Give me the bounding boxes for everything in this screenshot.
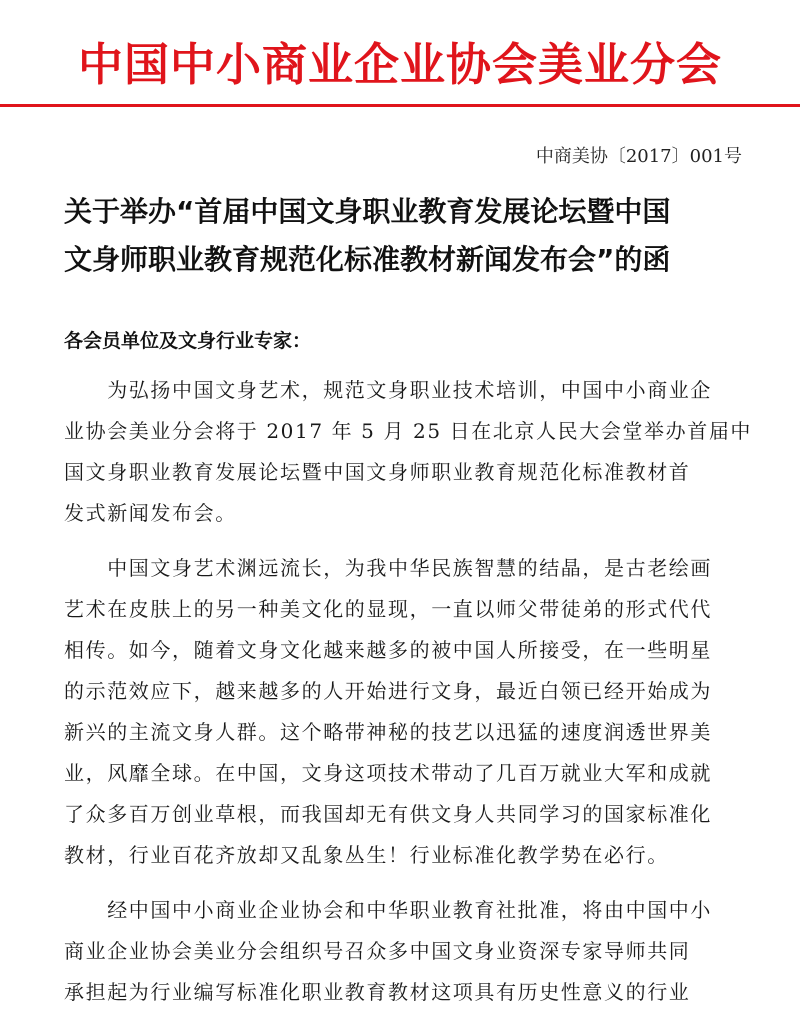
text-line: 经中国中小商业企业协会和中华职业教育社批准，将由中国中小 <box>64 898 712 922</box>
paragraph <box>64 890 744 1013</box>
text-line: 相传。如今，随着文身文化越来越多的被中国人所接受，在一些明星 <box>64 638 712 662</box>
letter-body <box>64 370 753 1013</box>
text-line: 国文身职业教育发展论坛暨中国文身师职业教育规范化标准教材首 <box>64 460 691 484</box>
red-divider-line <box>0 104 800 107</box>
text-line: 艺术在皮肤上的另一种美文化的显现，一直以师父带徒弟的形式代代 <box>64 597 712 621</box>
text-line: 新兴的主流文身人群。这个略带神秘的技艺以迅猛的速度润透世界美 <box>64 720 712 744</box>
text-line: 商业企业协会美业分会组织号召众多中国文身业资深专家导师共同 <box>64 939 691 963</box>
organization-header: 中国中小商业企业协会美业分会 <box>77 38 722 91</box>
text-line: 承担起为行业编写标准化职业教育教材这项具有历史性意义的行业 <box>64 980 691 1004</box>
text-line: 业协会美业分会将于 2017 年 5 月 25 日在北京人民大会堂举办首届中 <box>64 419 753 443</box>
text-line: 发式新闻发布会。 <box>64 501 237 525</box>
title-line: 关于举办“首届中国文身职业教育发展论坛暨中国 <box>64 195 671 228</box>
text-line: 的示范效应下，越来越多的人开始进行文身，最近白领已经开始成为 <box>64 679 712 703</box>
salutation: 各会员单位及文身行业专家： <box>64 330 312 352</box>
text-line: 为弘扬中国文身艺术，规范文身职业技术培训，中国中小商业企 <box>64 378 712 402</box>
text-line: 了众多百万创业草根，而我国却无有供文身人共同学习的国家标准化 <box>64 802 712 826</box>
document-number: 中商美协〔2017〕001号 <box>535 146 742 167</box>
document-title <box>64 188 764 284</box>
text-line: 中国文身艺术渊远流长，为我中华民族智慧的结晶，是古老绘画 <box>64 556 712 580</box>
paragraph <box>64 548 744 876</box>
title-line: 文身师职业教育规范化标准教材新闻发布会”的函 <box>64 243 671 276</box>
text-line: 业，风靡全球。在中国，文身这项技术带动了几百万就业大军和成就 <box>64 761 712 785</box>
text-line: 教材，行业百花齐放却又乱象丛生！行业标准化教学势在必行。 <box>64 843 669 867</box>
paragraph <box>64 370 753 534</box>
